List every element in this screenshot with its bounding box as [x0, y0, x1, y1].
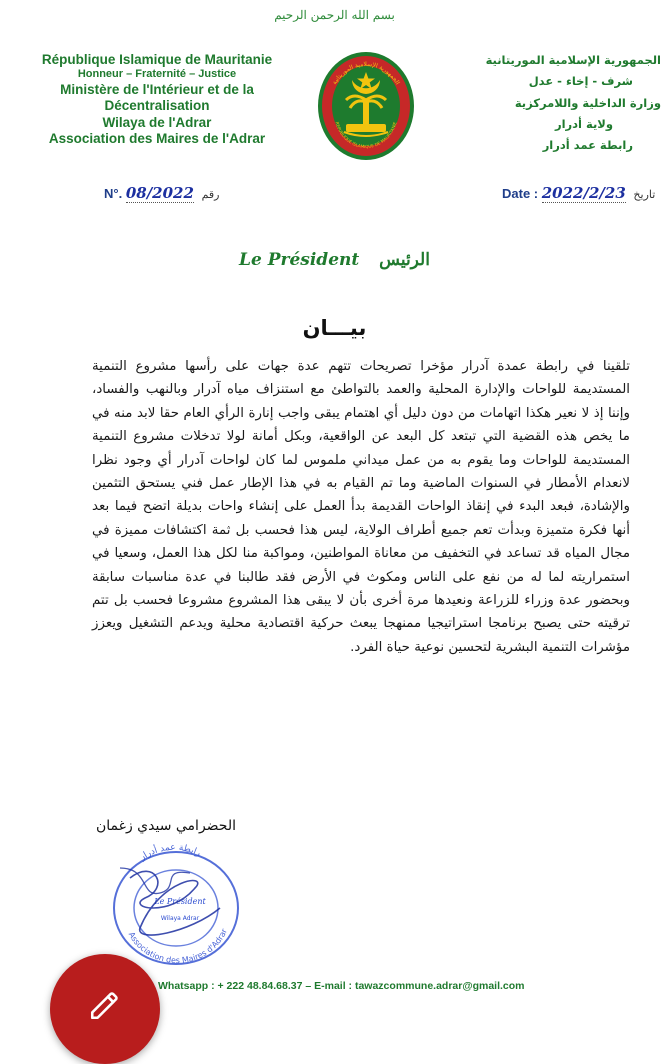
reference-date [502, 184, 655, 202]
country-fr: République Islamique de Mauritanie [41, 52, 273, 67]
president-fr: Le Président [239, 250, 360, 270]
basmala: بسم الله الرحمن الرحيم [274, 8, 395, 22]
date-label: Date : [502, 186, 539, 201]
seal-ring-text-ar: الجمهورية الإسلامية الموريتانية [331, 60, 401, 86]
number-label: N°. [104, 186, 123, 201]
official-stamp [100, 838, 250, 968]
country-ar: الجمهورية الإسلامية الموريتانية [485, 53, 661, 67]
pencil-icon [88, 988, 122, 1022]
association-fr: Association des Maires de l'Adrar [48, 131, 266, 147]
edit-fab-button[interactable] [50, 954, 160, 1064]
date-value: 2022/2/23 [541, 184, 626, 202]
document-title: بيـــان [302, 316, 367, 340]
contact-footer: Whatsapp : + 222 48.84.68.37 – E-mail : tawazcommune.adrar@gmail.com [158, 980, 525, 992]
signatory-title [0, 250, 669, 270]
seal-ring-text-fr: REPUBLIQUE ISLAMIQUE DE MAURITANIE [334, 121, 398, 150]
ministry-ar: وزارة الداخلية واللامركزية [514, 95, 661, 110]
stamp-text-bottom: Association des Maires d'Adrar [126, 927, 229, 965]
wilaya-fr: Wilaya de l'Adrar [102, 114, 212, 130]
wilaya-ar: ولاية أدرار [554, 116, 613, 131]
association-ar: رابطة عمد أدرار [542, 138, 633, 153]
stamp-text-top: رابطة عمد أدرار [138, 842, 203, 863]
number-value: 08/2022 [125, 184, 194, 202]
motto-fr: Honneur – Fraternité – Justice [77, 68, 237, 81]
number-label-ar: رقم [201, 189, 220, 201]
signer-name: الحضرامي سيدي زغمان [96, 818, 236, 834]
reference-number [104, 184, 219, 202]
french-letterhead [28, 52, 286, 148]
national-seal [316, 50, 416, 162]
motto-ar: شرف - إخاء - عدل [528, 74, 633, 89]
stamp-text-mid: Le Président [154, 897, 206, 906]
ministry-fr: Ministère de l'Intérieur et de la Décentralisation [60, 81, 254, 114]
arabic-letterhead [451, 50, 661, 156]
stamp-text-wilaya: Wilaya Adrar [160, 915, 200, 922]
president-ar: الرئيس [379, 250, 430, 270]
document-body: تلقينا في رابطة عمدة آدرار مؤخرا تصريحات تتهم عدة جهات على رأسها مشروع التنمية المستديمة للواحات والإدارة المحلية والعمد بالتواطئ مع استنزاف مياه آدرار وبالنهب والفساد، وإننا إذ لا نعير هكذا اتهامات من دون دليل أي اهتمام يبقى واجب إنارة الرأي العام حقا لابد منه في ما يخص هذه القضية التي تبتعد كل البعد عن الواقعية، وبكل أمانة لولا تدخلات مشروع التنمية المستديمة للواحات وما يقوم به من عمل ميداني ملموس لما كان لواحات آدرار أي وجود نظرا لانعدام الأمطار في السنوات الماضية وما تم القيام به في هذا الإطار عمل فني يستحق التثمين والإشادة، فبعد البدء في إنقاذ الواحات القديمة بدأ العمل على إنشاء واحات بديلة اتضح فيما بعد أنها فكرة متميزة وبدأت تعم جميع أطراف الولاية، ليس هذا فحسب بل ثمة اكتشافات مميزة في مجال المياه قد تساعد في التخفيف من معاناة المواطنين، ومواكبة منا لكل هذا العمل، وسعيا في استمراريته لما له من نفع على الناس ومكوث في الأرض فقد طالبنا في عدة مناسبات سابقة وبحضور عدة وزراء للزراعة ونعيدها مرة أخرى بأن لا يبقى هذا المشروع مشروعا فحسب بل تتم ترقيته حتى يصبح برنامجا استراتيجيا ممنهجا يبعث حركية اقتصادية محلية ويدعم التشغيل ويعزز مؤشرات التنمية البشرية لتحسين نوعية حياة الفرد. [92, 359, 630, 655]
date-label-ar: تاريخ [633, 189, 656, 201]
